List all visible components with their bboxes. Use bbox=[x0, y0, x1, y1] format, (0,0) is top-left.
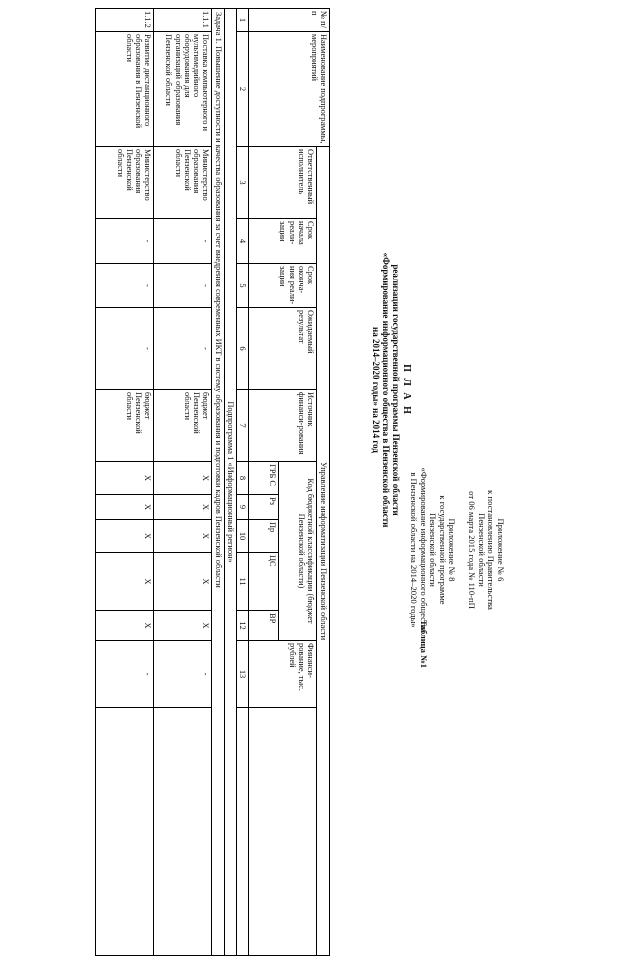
header-num: № п/п bbox=[249, 9, 330, 32]
row-executor: Министерство образования Пензенской области bbox=[154, 147, 212, 219]
column-number: 3 bbox=[236, 147, 248, 219]
subprogram-row: Подпрограмма 1 «Информационный регион» bbox=[224, 9, 236, 956]
row-end: - bbox=[96, 264, 154, 308]
column-number: 6 bbox=[236, 308, 248, 390]
appendix-6-label: Приложение № 6 bbox=[496, 518, 506, 582]
row-num: 1.1.1 bbox=[154, 9, 212, 32]
program-line-3: «Формирование информационного общества bbox=[418, 467, 429, 633]
row-start: - bbox=[96, 219, 154, 264]
header-budget-code: Код бюджетной классификации (бюджет Пензенской области) bbox=[279, 462, 317, 641]
header-name: Наименование подпрограммы, мероприятий bbox=[249, 32, 330, 147]
row-grbs: Х bbox=[154, 462, 212, 495]
column-number: 5 bbox=[236, 264, 248, 308]
column-number-blank bbox=[236, 708, 248, 956]
appendix-8-label: Приложение № 8 bbox=[447, 518, 458, 582]
program-line-1: к государственной программе bbox=[437, 495, 448, 605]
plan-title bbox=[371, 230, 412, 550]
column-number: 4 bbox=[236, 219, 248, 264]
plan-title-line-2: реализации государственной программы Пензенской области bbox=[390, 264, 401, 516]
decree-line-2: Пензенской области bbox=[476, 513, 487, 587]
header-cs: ЦС bbox=[249, 553, 279, 611]
row-executor: Министерство образования Пензенской области bbox=[96, 147, 154, 219]
header-pr: Пр bbox=[249, 520, 279, 553]
row-rz: Х bbox=[96, 495, 154, 520]
column-number: 2 bbox=[236, 32, 248, 147]
column-number: 9 bbox=[236, 495, 248, 520]
program-line-2: Пензенской области bbox=[428, 513, 439, 587]
column-number: 12 bbox=[236, 611, 248, 641]
header-grbs: ГРБ С bbox=[249, 462, 279, 495]
column-number: 13 bbox=[236, 641, 248, 708]
column-number: 10 bbox=[236, 520, 248, 553]
plan-title-line-3: «Формирование информационного общества в Пензенской области bbox=[380, 252, 391, 528]
row-source: бюджет Пензенской области bbox=[96, 390, 154, 462]
row-result: - bbox=[154, 308, 212, 390]
row-source: бюджет Пензенской области bbox=[154, 390, 212, 462]
row-financing: - bbox=[154, 641, 212, 708]
table-row bbox=[96, 9, 154, 956]
header-start: Срок начала реали-зации bbox=[249, 219, 317, 264]
row-pr: Х bbox=[96, 520, 154, 553]
table-row bbox=[154, 9, 212, 956]
header-rz: Рз bbox=[249, 495, 279, 520]
row-name: Поставка компьютерного и мультимедийного оборудования для организаций образования Пензенской области bbox=[154, 32, 212, 147]
decree-line-3: от 06 марта 2015 года № 110-пП bbox=[467, 491, 478, 609]
column-number: 8 bbox=[236, 462, 248, 495]
plan-table bbox=[95, 8, 330, 956]
task-row: Задача 1. Повышение доступности и качества образования за счет внедрения современных ИКТ в систему образования и подготовки кадров Пензенской области bbox=[212, 9, 224, 956]
row-start: - bbox=[154, 219, 212, 264]
header-financing: Финанси-рование, тыс. рублей bbox=[249, 641, 317, 708]
column-number: 1 bbox=[236, 9, 248, 32]
row-blank bbox=[154, 708, 212, 956]
header-blank bbox=[249, 708, 317, 956]
header-vr: ВР bbox=[249, 611, 279, 641]
header-end: Срок оконча-ния реали-зации bbox=[249, 264, 317, 308]
header-source: Источник финанси-рования bbox=[249, 390, 317, 462]
row-grbs: Х bbox=[96, 462, 154, 495]
row-rz: Х bbox=[154, 495, 212, 520]
decree-line-1: к постановлению Правительства bbox=[486, 490, 497, 610]
header-executor: Ответственный исполнитель bbox=[249, 147, 317, 219]
row-blank bbox=[96, 708, 154, 956]
row-cs: Х bbox=[96, 553, 154, 611]
row-vr: Х bbox=[96, 611, 154, 641]
row-cs: Х bbox=[154, 553, 212, 611]
row-vr: Х bbox=[154, 611, 212, 641]
row-name: Развитие дистанционного образования в Пензенской области bbox=[96, 32, 154, 147]
plan-title-line-4: на 2014–2020 годы» на 2014 год bbox=[370, 327, 381, 453]
row-end: - bbox=[154, 264, 212, 308]
column-number: 11 bbox=[236, 553, 248, 611]
header-result: Ожидаемый результат bbox=[249, 308, 317, 390]
program-line-4: в Пензенской области на 2014–2020 годы» bbox=[409, 472, 419, 628]
table-label: Таблица №1 bbox=[419, 620, 429, 668]
header-top-group: Управление информатизации Пензенской области bbox=[317, 147, 330, 956]
row-financing: - bbox=[96, 641, 154, 708]
row-num: 1.1.2 bbox=[96, 9, 154, 32]
row-result: - bbox=[96, 308, 154, 390]
row-pr: Х bbox=[154, 520, 212, 553]
plan-title-heading: П Л А Н bbox=[401, 364, 412, 416]
column-number: 7 bbox=[236, 390, 248, 462]
